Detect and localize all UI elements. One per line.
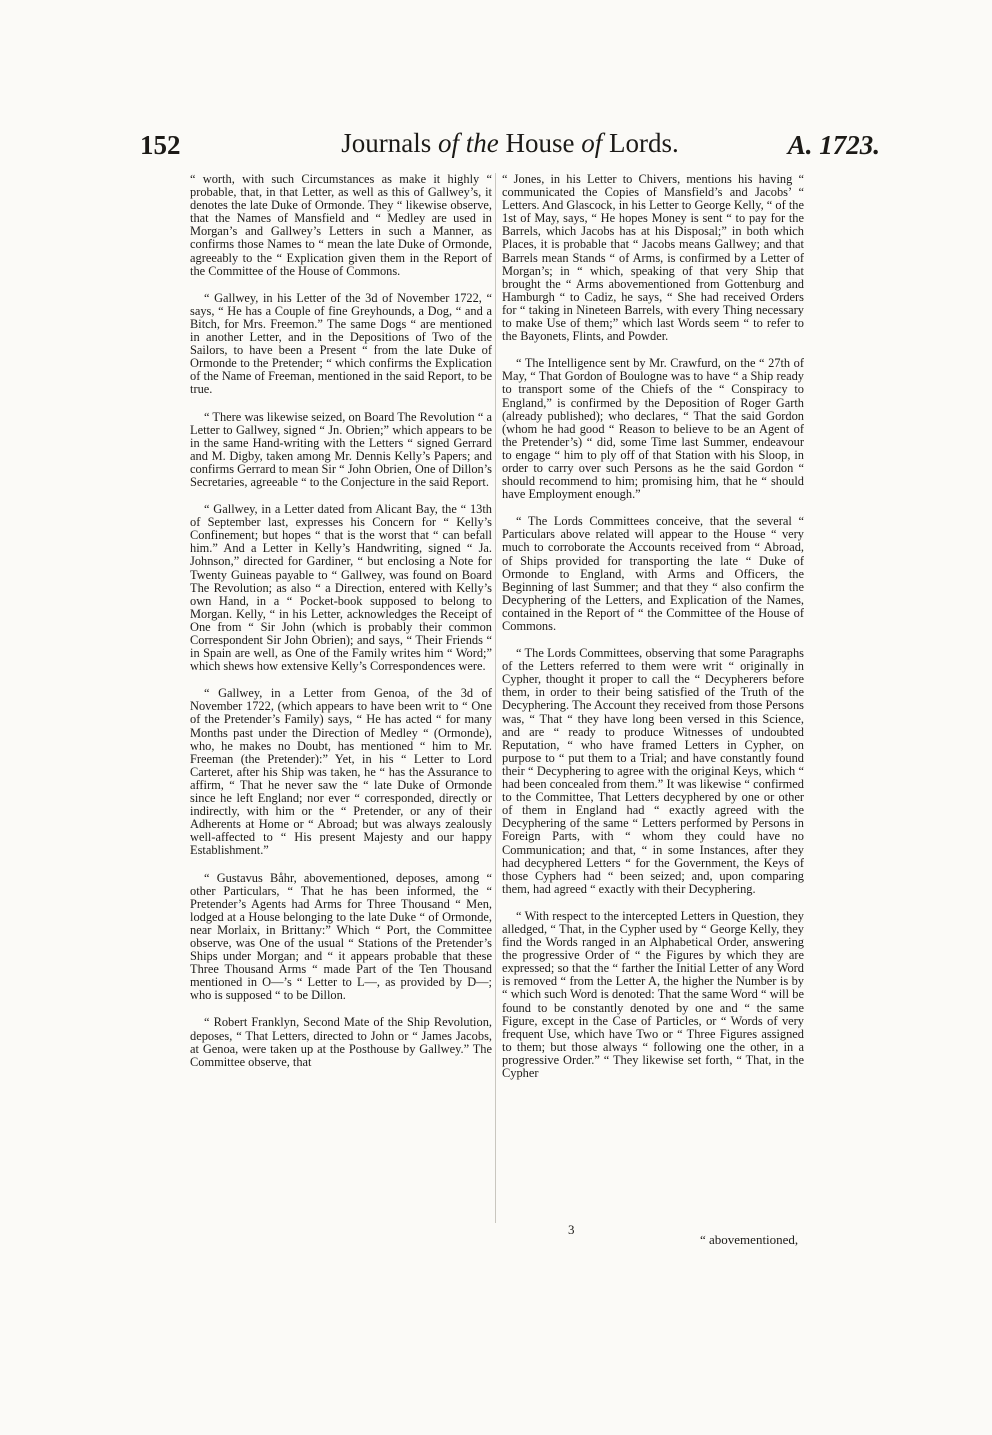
catchword: “ abovementioned, (700, 1232, 799, 1247)
paragraph: “ Gallwey, in a Letter dated from Alicant Bay, the “ 13th of September last, expresses his Concern for “ Kelly’s Confinement; but hopes “ that is the worst that “ can befall him.” And a Letter in Kelly’s Handwriting, signed “ Ja. Johnson,” directed for Gardiner, “ but enclosing a Note for Twenty Guineas payable to “ Gallwey, was found on Board The Revolution; as also “ a Direction, entered with Kelly’s own Hand, in a “ Pocket-book supposed to belong to Morgan. Kelly, “ in his Letter, acknowledges the Receipt of One from “ Sir John (which is probably their common Correspondent Sir John Obrien); and says, “ Their Friends “ in Spain are well, as One of the Family writes him “ Word;” which shews how extensive Kelly’s Correspondences were. (190, 502, 492, 674)
paragraph: “ Robert Franklyn, Second Mate of the Ship Revolution, deposes, “ That Letters, directed to John or “ James Jacobs, at Genoa, were taken up at the Posthouse by Gallwey.” The Committee observe, that (190, 1015, 492, 1069)
year-heading: A. 1723. (787, 130, 880, 160)
paragraph: “ worth, with such Circumstances as make it highly “ probable, that, in that Letter, as well as this of Gallwey’s, it denotes the late Duke of Ormonde. They “ likewise observe, that the Names of Mansfield and “ Medley are used in Morgan’s and Gallwey’s Letters in such a Manner, as confirms those Names to “ mean the late Duke of Ormonde, agreeably to the “ Explication given them in the Report of the Committee of the House of Commons. (190, 172, 492, 278)
paragraph: “ The Lords Committees, observing that some Paragraphs of the Letters referred to them were writ “ originally in Cypher, thought it proper to call the “ Decypherers before them, in order to their being satisfied of the Truth of the Decyphering. The Account they received from those Persons was, “ That “ they have long been versed in this Science, and are “ ready to produce Witnesses of undoubted Reputation, “ who have framed Letters in Cypher, on purpose to “ put them to a Trial; and have constantly found their “ Decyphering to agree with the original Keys, which “ had been concealed from them.” It was likewise “ confirmed to the Committee, That Letters decyphered by one or other of them in England had “ exactly agreed with the Decyphering of the same “ Letters performed by Persons in Foreign Parts, with “ whom they could have no Communication; and that, “ in some Instances, after they had decyphered Letters “ for the Government, the Keys of those Cyphers had “ been seized; and, upon comparing them, had agreed “ exactly with their Decyphering. (502, 646, 804, 896)
paragraph: “ The Lords Committees conceive, that the several “ Particulars above related will appear to the House “ very much to corroborate the Accounts received from “ Abroad, of Ships provided for transporting the late “ Duke of Ormonde to England, with Arms and Officers, the Beginning of last Summer; and that they “ also confirm the Decyphering of the Letters, and Explication of the Names, contained in the Report of “ the Committee of the House of Commons. (502, 514, 804, 633)
running-title: Journals of the House of Lords. (341, 128, 679, 158)
signature-mark: 3 (568, 1222, 575, 1237)
paragraph: “ Gallwey, in his Letter of the 3d of November 1722, “ says, “ He has a Couple of fine Greyhounds, a Dog, “ and a Bitch, for Mrs. Freemon.” The same Dogs “ are mentioned in another Letter, and in the Depositions of Two of the Sailors, to have been a Present “ from the late Duke of Ormonde to the Pretender; “ which confirms the Explication of the Name of Freeman, mentioned in the said Report, to be true. (190, 290, 492, 397)
paragraph: “ With respect to the intercepted Letters in Question, they alledged, “ That, in the Cypher used by “ George Kelly, they find the Words ranged in an Alphabetical Order, answering the progressive Order of “ the Figures by which they are expressed; so that the “ farther the Initial Letter of any Word is removed “ from the Letter A, the higher the Number is by “ which such Word is denoted: That the same Word “ will be found to be constantly denoted by one and “ the same Figure, except in the Case of Particles, or “ Words of very frequent Use, which have Two or “ Three Figures assigned to them; but those always “ following one the other, in a progressive Order.” “ They likewise set forth, “ That, in the Cypher (502, 908, 804, 1080)
page-header (140, 128, 880, 168)
page-number: 152 (140, 130, 181, 160)
paragraph: “ Gallwey, in a Letter from Genoa, of the 3d of November 1722, (which appears to have been writ to “ One of the Pretender’s Family) says, “ He has acted “ for many Months past under the Direction of Medley “ (Ormonde), who, he makes no Doubt, has mentioned “ him to Mr. Freeman (the Pretender):” Yet, in his “ Letter to Lord Carteret, after his Ship was taken, he “ has the Assurance to affirm, “ That he never saw the “ late Duke of Ormonde since he left England; nor ever “ corresponded, directly or indirectly, with him or the “ Pretender, or any of their Adherents at Home or “ Abroad; but was always zealously well-affected to “ His present Majesty and our happy Establishment.” (190, 686, 492, 858)
paragraph: “ The Intelligence sent by Mr. Crawfurd, on the “ 27th of May, “ That Gordon of Boulogne was to have “ a Ship ready to transport some of the Chiefs of the “ Conspiracy to England,” is confirmed by the Deposition of Roger Garth (already published); who declares, “ That the said Gordon (whom he had good “ Reason to believe to be an Agent of the Pretender’s) “ did, some Time last Summer, endeavour to engage “ him to ply off of that Station with his Sloop, in order to carry over such Persons as he the said Gordon “ should recommend to him; promising him, that he “ should have Employment enough.” (502, 356, 804, 502)
paragraph: “ Jones, in his Letter to Chivers, mentions his having “ communicated the Copies of Mansfield’s and Jacobs’ “ Letters. And Glascock, in his Letter to George Kelly, “ of the 1st of May, says, “ He hopes Money is sent “ to pay for the Barrels, which Jacobs has at his Disposal;” in both which Places, it is probable that “ Jacobs means Gallwey; and that Barrels mean Stands “ of Arms, is confirmed by a Letter of Morgan’s; in “ which, speaking of that very Ship that brought the “ Arms abovementioned from Gottenburg and Hamburgh “ to Cadiz, he says, “ She had received Orders for “ taking in Nineteen Barrels, with every Thing necessary to make Use of them;” which last Words seem “ to refer to the Bayonets, Flints, and Powder. (502, 172, 804, 344)
paragraph: “ There was likewise seized, on Board The Revolution “ a Letter to Gallwey, signed “ Jn. Obrien;” which appears to be in the same Hand-writing with the Letters “ signed Gerrard and M. Digby, taken among Mr. Dennis Kelly’s Papers; and confirms Gerrard to mean Sir “ John Obrien, One of Dillon’s Secretaries, agreeable “ to the Conjecture in the said Report. (190, 409, 492, 489)
left-column (190, 173, 492, 1083)
column-divider (495, 173, 496, 1223)
right-column (502, 173, 804, 1094)
paragraph: “ Gustavus Båhr, abovementioned, deposes, among “ other Particulars, “ That he has been informed, the “ Pretender’s Agents had Arms for Three Thousand “ Men, lodged at a House belonging to the late Duke “ of Ormonde, near Morlaix, in Brittany:” Which “ Port, the Committee observe, was One of the usual “ Stations of the Pretender’s Ships under Morgan; and “ it appears probable that these Three Thousand Arms “ made Part of the Ten Thousand mentioned in O—’s “ Letter to L—, as provided by D—; who is supposed “ to be Dillon. (190, 870, 492, 1003)
